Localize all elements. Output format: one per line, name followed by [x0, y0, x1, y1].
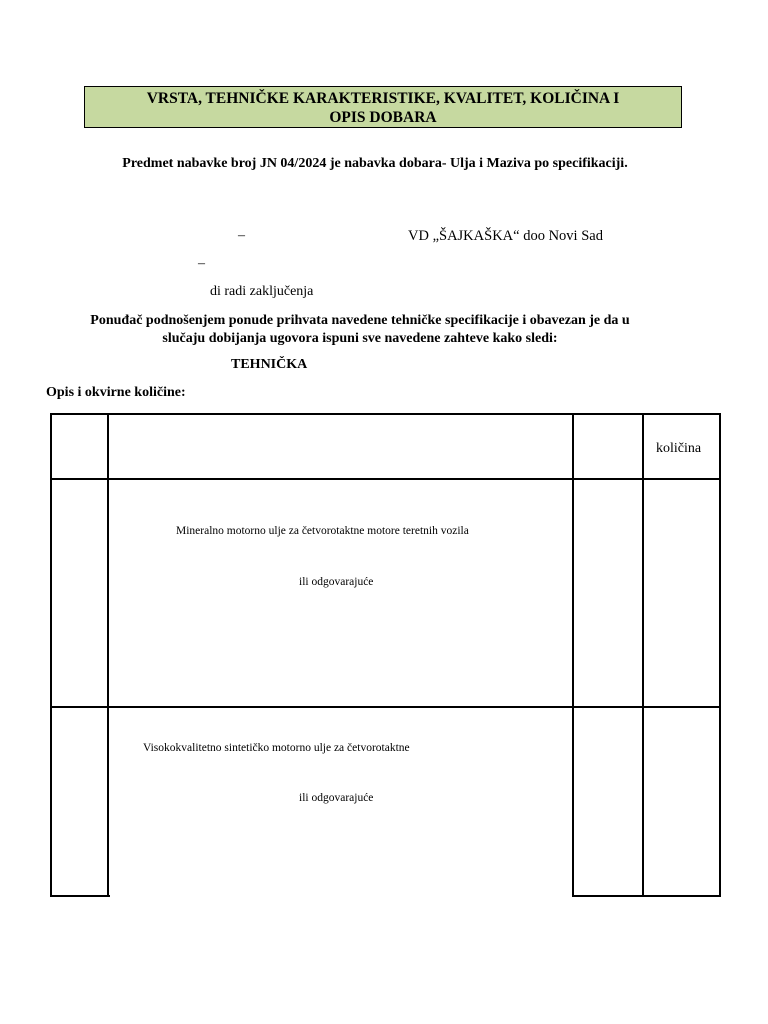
row-2-equivalent: ili odgovarajuće: [299, 792, 374, 804]
table-border-top: [50, 413, 721, 415]
table-border-right: [719, 413, 721, 897]
table-border-left: [50, 413, 52, 897]
company-name: VD „ŠAJKAŠKA“ doo Novi Sad: [408, 228, 603, 244]
title-box: [84, 86, 682, 128]
row-1-description: Mineralno motorno ulje za četvorotaktne motore teretnih vozila: [176, 525, 469, 537]
title-line-2: OPIS DOBARA: [329, 109, 437, 126]
table-bottom-left: [50, 895, 110, 897]
table-col-divider-2: [572, 413, 574, 897]
row-1-equivalent: ili odgovarajuće: [299, 576, 374, 588]
closing-text: di radi zaključenja: [210, 284, 314, 299]
subject-text: Predmet nabavke broj JN 04/2024 je nabavka dobara- Ulja i Maziva po specifikaciji.: [122, 156, 628, 171]
table-header-divider: [50, 478, 721, 480]
table-row-divider: [50, 706, 721, 708]
title-line-1: VRSTA, TEHNIČKE KARAKTERISTIKE, KVALITET, KOLIČINA I: [146, 90, 620, 107]
bidder-line-1: Ponuđač podnošenjem ponude prihvata navedene tehničke specifikacije i obavezan je da u: [90, 313, 630, 328]
row-2-description: Visokokvalitetno sintetičko motorno ulje za četvorotaktne: [143, 742, 410, 754]
table-bottom-right: [572, 895, 721, 897]
dash-2: –: [198, 256, 205, 271]
description-heading: Opis i okvirne količine:: [46, 385, 186, 400]
table-col-divider-3: [642, 413, 644, 897]
quantity-column-header: količina: [656, 441, 702, 456]
bidder-statement: [0, 312, 720, 348]
technical-heading: TEHNIČKA: [231, 357, 308, 372]
table-col-divider-1: [107, 413, 109, 897]
dash-1: –: [238, 228, 245, 243]
bidder-line-2: slučaju dobijanja ugovora ispuni sve navedene zahteve kako sledi:: [162, 331, 558, 346]
